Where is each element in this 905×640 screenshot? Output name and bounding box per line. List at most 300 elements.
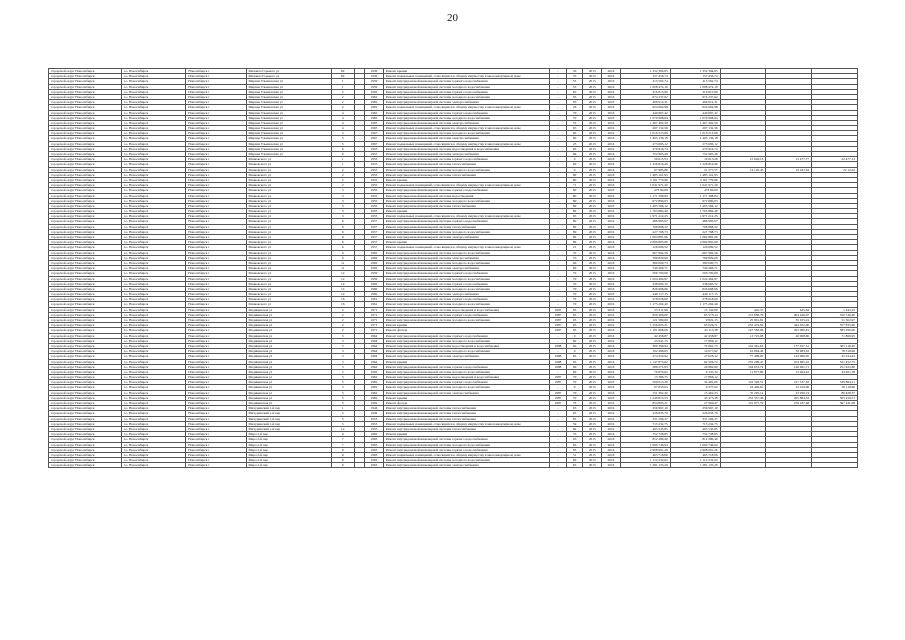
cell-street: Маяковского ул (246, 229, 331, 234)
cell-area: 50 (566, 69, 583, 74)
cell-street: Медицинская ул (246, 307, 331, 312)
cell-work: Ремонт внутридомовой инженерной системы электроснабжения (383, 463, 549, 468)
page-number: 20 (447, 12, 458, 24)
cell-city: г.о. Новосибирск (121, 89, 185, 94)
cell-house: 6 (331, 152, 354, 157)
cell-district: городской округ Новосибирск (49, 385, 122, 390)
cell-blank: - (550, 203, 567, 208)
cell-settlement: Новосибирск г (186, 401, 246, 406)
cell-work: Ремонт внутридомовой инженерной системы водоотведения (383, 193, 549, 198)
cell-street: Медицинская ул (246, 390, 331, 395)
cell-v2: 101 977,79 (720, 401, 766, 406)
cell-start: 2015 (583, 411, 602, 416)
cell-city: г.о. Новосибирск (121, 354, 185, 359)
cell-v4: 71 866,95 (812, 333, 858, 338)
cell-v1: 42 458,87 (670, 333, 720, 338)
cell-city: г.о. Новосибирск (121, 120, 185, 125)
cell-area: 63 (566, 406, 583, 411)
cell-street: Мичуринский 1-й пер (246, 426, 331, 431)
cell-end: 2016 (602, 458, 621, 463)
cell-settlement: Новосибирск г (186, 452, 246, 457)
cell-year: 1955 (365, 146, 384, 151)
cell-v4: 521 452,75 (812, 359, 858, 364)
cell-house: 3 (331, 349, 354, 354)
cell-year: 1964 (365, 359, 384, 364)
cell-city: г.о. Новосибирск (121, 437, 185, 442)
cell-blank: - (550, 426, 567, 431)
cell-total: 278 618,60 (620, 297, 670, 302)
cell-settlement: Новосибирск г (186, 432, 246, 437)
cell-total: 406 912,31 (620, 100, 670, 105)
cell-house: 4 (331, 115, 354, 120)
cell-city: г.о. Новосибирск (121, 167, 185, 172)
cell-city: г.о. Новосибирск (121, 203, 185, 208)
cell-v1: 278 618,60 (670, 297, 720, 302)
cell-city: г.о. Новосибирск (121, 447, 185, 452)
cell-house: 5 (331, 380, 354, 385)
cell-street: Мирная Ульяновская ул (246, 84, 331, 89)
cell-area: 65 (566, 323, 583, 328)
cell-city: г.о. Новосибирск (121, 271, 185, 276)
cell-house: 9 (331, 447, 354, 452)
cell-area: 65 (566, 214, 583, 219)
cell-street: Мирная Ульяновская ул (246, 94, 331, 99)
cell-street: Мира 2-й пер (246, 452, 331, 457)
cell-v1: 65 575,14 (670, 312, 720, 317)
cell-settlement: Новосибирск г (186, 229, 246, 234)
cell-start: 2015 (583, 74, 602, 79)
cell-blank: 1987 (550, 380, 567, 385)
cell-start: 2015 (583, 437, 602, 442)
cell-street: Мирная Ульяновская ул (246, 131, 331, 136)
cell-year: 1962 (365, 266, 384, 271)
cell-blank: 1988 (550, 359, 567, 364)
cell-v2: 77 406,09 (720, 354, 766, 359)
cell-area: 80 (566, 193, 583, 198)
cell-v2: 16 094,42 (720, 349, 766, 354)
cell-blank: - (550, 183, 567, 188)
cell-end: 2016 (602, 69, 621, 74)
cell-work: Ремонт подвальных помещений, относящихся к общему имуществу в многоквартирном доме (383, 74, 549, 79)
cell-settlement: Новосибирск г (186, 266, 246, 271)
cell-end: 2016 (602, 203, 621, 208)
cell-street: Маяковского ул (246, 260, 331, 265)
cell-settlement: Новосибирск г (186, 385, 246, 390)
cell-area: 80 (566, 198, 583, 203)
cell-year: 1962 (365, 250, 384, 255)
cell-year: 1939 (365, 74, 384, 79)
cell-city: г.о. Новосибирск (121, 463, 185, 468)
cell-house: 4 (331, 126, 354, 131)
cell-v1: 2 908 991,26 (670, 447, 720, 452)
cell-end: 2016 (602, 162, 621, 167)
cell-house: 2 (331, 94, 354, 99)
cell-year: 1963 (365, 437, 384, 442)
cell-v3: 15 477,77 (766, 157, 812, 162)
cell-end: 2016 (602, 292, 621, 297)
cell-total: 1 352 384,65 (620, 69, 670, 74)
cell-district: городской округ Новосибирск (49, 120, 122, 125)
cell-street: Мира 2-й пер (246, 463, 331, 468)
cell-district: городской округ Новосибирск (49, 115, 122, 120)
cell-city: г.о. Новосибирск (121, 74, 185, 79)
cell-end: 2016 (602, 172, 621, 177)
cell-total: 1 226 816,40 (620, 162, 670, 167)
cell-city: г.о. Новосибирск (121, 162, 185, 167)
cell-v4: 80 628,37 (812, 390, 858, 395)
cell-street: Медицинская ул (246, 349, 331, 354)
cell-city: г.о. Новосибирск (121, 172, 185, 177)
cell-settlement: Новосибирск г (186, 302, 246, 307)
cell-street: Медицинская ул (246, 375, 331, 380)
cell-end: 2016 (602, 328, 621, 333)
cell-v1: 43 113,38 (670, 328, 720, 333)
cell-start: 2015 (583, 167, 602, 172)
cell-settlement: Новосибирск г (186, 333, 246, 338)
cell-work: Ремонт внутридомовой инженерной системы электроснабжения (383, 120, 549, 125)
cell-blank: - (550, 302, 567, 307)
cell-settlement: Новосибирск г (186, 255, 246, 260)
cell-blank: - (550, 255, 567, 260)
cell-city: г.о. Новосибирск (121, 94, 185, 99)
cell-house: 6 (331, 146, 354, 151)
cell-start: 2015 (583, 126, 602, 131)
cell-v2: 104 051,72 (720, 364, 766, 369)
cell-house: 2 (331, 183, 354, 188)
cell-v1: 13 142,00 (670, 307, 720, 312)
cell-total: 1 024 464,97 (620, 276, 670, 281)
cell-settlement: Новосибирск г (186, 364, 246, 369)
cell-street: Мирная Ульяновская ул (246, 120, 331, 125)
cell-area: 65 (566, 312, 583, 317)
cell-year: 1962 (365, 255, 384, 260)
cell-district: городской округ Новосибирск (49, 447, 122, 452)
cell-city: г.о. Новосибирск (121, 416, 185, 421)
cell-city: г.о. Новосибирск (121, 401, 185, 406)
cell-total: 67 835,03 (620, 385, 670, 390)
cell-start: 2015 (583, 312, 602, 317)
cell-end: 2016 (602, 235, 621, 240)
cell-area: 0 (566, 157, 583, 162)
cell-total: 67 985,86 (620, 167, 670, 172)
cell-end: 2016 (602, 426, 621, 431)
cell-total: 1 405 566,12 (620, 203, 670, 208)
cell-blank: - (550, 333, 567, 338)
cell-year: 1957 (365, 219, 384, 224)
cell-street: Мичуринский 1-й пер (246, 421, 331, 426)
cell-district: городской округ Новосибирск (49, 152, 122, 157)
cell-total: 1 112 232,62 (620, 458, 670, 463)
cell-year: 1959 (365, 276, 384, 281)
cell-v1: 74 661,73 (670, 343, 720, 348)
cell-work: Ремонт внутридомовой инженерной системы электроснабжения (383, 255, 549, 260)
cell-area: 70 (566, 302, 583, 307)
cell-start: 2015 (583, 442, 602, 447)
cell-street: Маяковского ул (246, 172, 331, 177)
cell-end: 2016 (602, 146, 621, 151)
cell-end: 2016 (602, 141, 621, 146)
cell-house: 1 (331, 157, 354, 162)
cell-street: Маяковского ул (246, 157, 331, 162)
cell-v3 (766, 463, 812, 468)
cell-house: 14 (331, 281, 354, 286)
cell-area: 80 (566, 229, 583, 234)
cell-city: г.о. Новосибирск (121, 323, 185, 328)
cell-total: 667 992,56 (620, 250, 670, 255)
cell-v1: 273 695,12 (670, 141, 720, 146)
cell-total: 380 000,73 (620, 260, 670, 265)
cell-blank: - (550, 193, 567, 198)
cell-settlement: Новосибирск г (186, 167, 246, 172)
cell-city: г.о. Новосибирск (121, 302, 185, 307)
cell-street: Медицинская ул (246, 369, 331, 374)
cell-work: Ремонт внутридомовой инженерной системы холодного водоснабжения (383, 349, 549, 354)
cell-total: 509 613,29 (620, 380, 670, 385)
cell-v2 (720, 463, 766, 468)
cell-v3: 19 247,63 (766, 167, 812, 172)
cell-start: 2015 (583, 105, 602, 110)
cell-area: 70 (566, 250, 583, 255)
cell-district: городской округ Новосибирск (49, 188, 122, 193)
cell-total: 1 281 135,29 (620, 463, 670, 468)
cell-area: 53 (566, 79, 583, 84)
cell-street: Мира 2-й пер (246, 442, 331, 447)
cell-blank: - (550, 84, 567, 89)
cell-house: 11 (331, 266, 354, 271)
cell-blank: - (550, 452, 567, 457)
cell-end: 2016 (602, 240, 621, 245)
cell-city: г.о. Новосибирск (121, 84, 185, 89)
cell-district: городской округ Новосибирск (49, 369, 122, 374)
cell-house: 2 (331, 312, 354, 317)
cell-settlement: Новосибирск г (186, 141, 246, 146)
cell-total: 1 090 746,94 (620, 442, 670, 447)
cell-work: Ремонт внутридомовой инженерной системы теплоснабжения (383, 416, 549, 421)
cell-street: Медицинская ул (246, 359, 331, 364)
cell-area: 0 (566, 349, 583, 354)
cell-start: 2015 (583, 162, 602, 167)
cell-district: городской округ Новосибирск (49, 126, 122, 131)
cell-end: 2016 (602, 183, 621, 188)
cell-house: 3 (331, 338, 354, 343)
cell-work: Ремонт внутридомовой инженерной системы холодного водоснабжения (383, 369, 549, 374)
cell-total: 270 916,74 (620, 146, 670, 151)
cell-house: 3 (331, 333, 354, 338)
cell-settlement: Новосибирск г (186, 214, 246, 219)
cell-v1: 752 905,46 (670, 152, 720, 157)
cell-start: 2015 (583, 447, 602, 452)
cell-district: городской округ Новосибирск (49, 69, 122, 74)
cell-end: 2016 (602, 390, 621, 395)
cell-v1: 624 964,98 (670, 105, 720, 110)
cell-v1: 27 028,12 (670, 354, 720, 359)
cell-v4: 305 118,40 (812, 343, 858, 348)
cell-district: городской округ Новосибирск (49, 416, 122, 421)
cell-work: Ремонт фасада (383, 401, 549, 406)
cell-street: Мира 2-й пер (246, 437, 331, 442)
cell-v1: 316 815,60 (670, 89, 720, 94)
cell-start: 2015 (583, 349, 602, 354)
cell-house: 3 (331, 214, 354, 219)
cell-work: Ремонт внутридомовой инженерной системы горячего водоснабжения (383, 333, 549, 338)
cell-street: Маяковского ул (246, 188, 331, 193)
cell-end: 2016 (602, 369, 621, 374)
cell-blank: 1988 (550, 364, 567, 369)
cell-district: городской округ Новосибирск (49, 411, 122, 416)
cell-street: Маяковского ул (246, 271, 331, 276)
cell-end: 2016 (602, 110, 621, 115)
cell-area: 60 (566, 260, 583, 265)
cell-city: г.о. Новосибирск (121, 421, 185, 426)
cell-street: Маяковского ул (246, 183, 331, 188)
cell-total: 506 700,09 (620, 271, 670, 276)
cell-area: 70 (566, 395, 583, 400)
cell-house: 12 (331, 276, 354, 281)
cell-district: городской округ Новосибирск (49, 406, 122, 411)
cell-district: городской округ Новосибирск (49, 193, 122, 198)
cell-v1: 749 466,71 (670, 266, 720, 271)
cell-year: 1971 (365, 323, 384, 328)
cell-blank: - (550, 69, 567, 74)
cell-total: 1 467 462,59 (620, 120, 670, 125)
cell-year: 1955 (365, 167, 384, 172)
cell-total: 300 396,94 (620, 343, 670, 348)
cell-street: Маяковского ул (246, 209, 331, 214)
cell-city: г.о. Новосибирск (121, 131, 185, 136)
cell-total: 274 254,92 (620, 354, 670, 359)
cell-year: 1955 (365, 188, 384, 193)
cell-v1: 1 171 398,84 (670, 193, 720, 198)
cell-house: 3 (331, 203, 354, 208)
cell-work: Ремонт внутридомовой инженерной системы горячего водоснабжения (383, 380, 549, 385)
cell-end: 2016 (602, 380, 621, 385)
cell-area: 70 (566, 281, 583, 286)
cell-street: Медицинская ул (246, 395, 331, 400)
cell-street: Маяковского ул (246, 162, 331, 167)
cell-blank: - (550, 463, 567, 468)
cell-end: 2016 (602, 250, 621, 255)
cell-district: городской округ Новосибирск (49, 271, 122, 276)
cell-end: 2016 (602, 302, 621, 307)
cell-settlement: Новосибирск г (186, 209, 246, 214)
cell-area: 70 (566, 380, 583, 385)
cell-area: 70 (566, 255, 583, 260)
cell-district: городской округ Новосибирск (49, 380, 122, 385)
cell-district: городской округ Новосибирск (49, 94, 122, 99)
cell-v3: 52 985,16 (766, 349, 812, 354)
cell-house: 6 (331, 229, 354, 234)
cell-year: 1946 (365, 406, 384, 411)
cell-year: 1955 (365, 183, 384, 188)
cell-house: 2 (331, 89, 354, 94)
cell-year: 1962 (365, 375, 384, 380)
cell-blank: - (550, 219, 567, 224)
cell-city: г.о. Новосибирск (121, 266, 185, 271)
cell-district: городской округ Новосибирск (49, 172, 122, 177)
cell-start: 2015 (583, 401, 602, 406)
cell-start: 2015 (583, 94, 602, 99)
cell-area: 65 (566, 416, 583, 421)
cell-end: 2016 (602, 84, 621, 89)
cell-city: г.о. Новосибирск (121, 458, 185, 463)
cell-settlement: Новосибирск г (186, 260, 246, 265)
cell-house: 3 (331, 188, 354, 193)
cell-v1: 405 545,85 (670, 426, 720, 431)
cell-v1: 1 485 101,95 (670, 172, 720, 177)
cell-blank: - (550, 421, 567, 426)
cell-house: 16 (331, 297, 354, 302)
cell-blank: - (550, 250, 567, 255)
cell-total: 715 232,75 (620, 421, 670, 426)
cell-total: 812 280,40 (620, 437, 670, 442)
cell-work: Ремонт внутридомовой инженерной системы электроснабжения (383, 136, 549, 141)
cell-street: Медицинская ул (246, 380, 331, 385)
cell-v1: 486 983,67 (670, 219, 720, 224)
cell-v1: 1 467 462,59 (670, 120, 720, 125)
cell-area: 70 (566, 390, 583, 395)
cell-area: 70 (566, 432, 583, 437)
cell-total: 227 768,73 (620, 229, 670, 234)
cell-settlement: Новосибирск г (186, 442, 246, 447)
cell-district: городской округ Новосибирск (49, 281, 122, 286)
cell-district: городской округ Новосибирск (49, 390, 122, 395)
cell-year: 1964 (365, 333, 384, 338)
cell-settlement: Новосибирск г (186, 406, 246, 411)
cell-city: г.о. Новосибирск (121, 229, 185, 234)
cell-street: Медицинская ул (246, 333, 331, 338)
cell-city: г.о. Новосибирск (121, 245, 185, 250)
cell-district: городской округ Новосибирск (49, 84, 122, 89)
cell-city: г.о. Новосибирск (121, 219, 185, 224)
cell-work: Ремонт внутридомовой инженерной системы холодного водоснабжения (383, 286, 549, 291)
cell-street: Михаила Горького ул (246, 74, 331, 79)
cell-year: 1955 (365, 214, 384, 219)
cell-house: 5 (331, 395, 354, 400)
cell-blank: - (550, 266, 567, 271)
cell-v1: 6 135,34 (670, 369, 720, 374)
cell-area: 55 (566, 74, 583, 79)
cell-work: Ремонт внутридомовой инженерной системы холодного водоснабжения (383, 167, 549, 172)
cell-district: городской округ Новосибирск (49, 328, 122, 333)
cell-start: 2015 (583, 229, 602, 234)
cell-total: 76 879,62 (620, 369, 670, 374)
cell-v1: 1 226 816,40 (670, 162, 720, 167)
cell-district: городской округ Новосибирск (49, 302, 122, 307)
cell-year: 1962 (365, 385, 384, 390)
cell-total: 1 405 136,18 (620, 136, 670, 141)
cell-city: г.о. Новосибирск (121, 411, 185, 416)
cell-v1: 752 728,85 (670, 432, 720, 437)
cell-end: 2016 (602, 157, 621, 162)
cell-city: г.о. Новосибирск (121, 136, 185, 141)
cell-city: г.о. Новосибирск (121, 452, 185, 457)
cell-city: г.о. Новосибирск (121, 214, 185, 219)
cell-city: г.о. Новосибирск (121, 157, 185, 162)
cell-total: 2 669 865,60 (620, 240, 670, 245)
cell-year: 1963 (365, 452, 384, 457)
cell-street: Мирная Ульяновская ул (246, 89, 331, 94)
cell-settlement: Новосибирск г (186, 437, 246, 442)
cell-settlement: Новосибирск г (186, 105, 246, 110)
cell-total: 752 905,46 (620, 152, 670, 157)
cell-v3: 645,64 (766, 307, 812, 312)
cell-start: 2015 (583, 146, 602, 151)
cell-house: 2 (331, 172, 354, 177)
cell-settlement: Новосибирск г (186, 69, 246, 74)
cell-end: 2016 (602, 406, 621, 411)
cell-start: 2015 (583, 276, 602, 281)
cell-year: 1939 (365, 69, 384, 74)
